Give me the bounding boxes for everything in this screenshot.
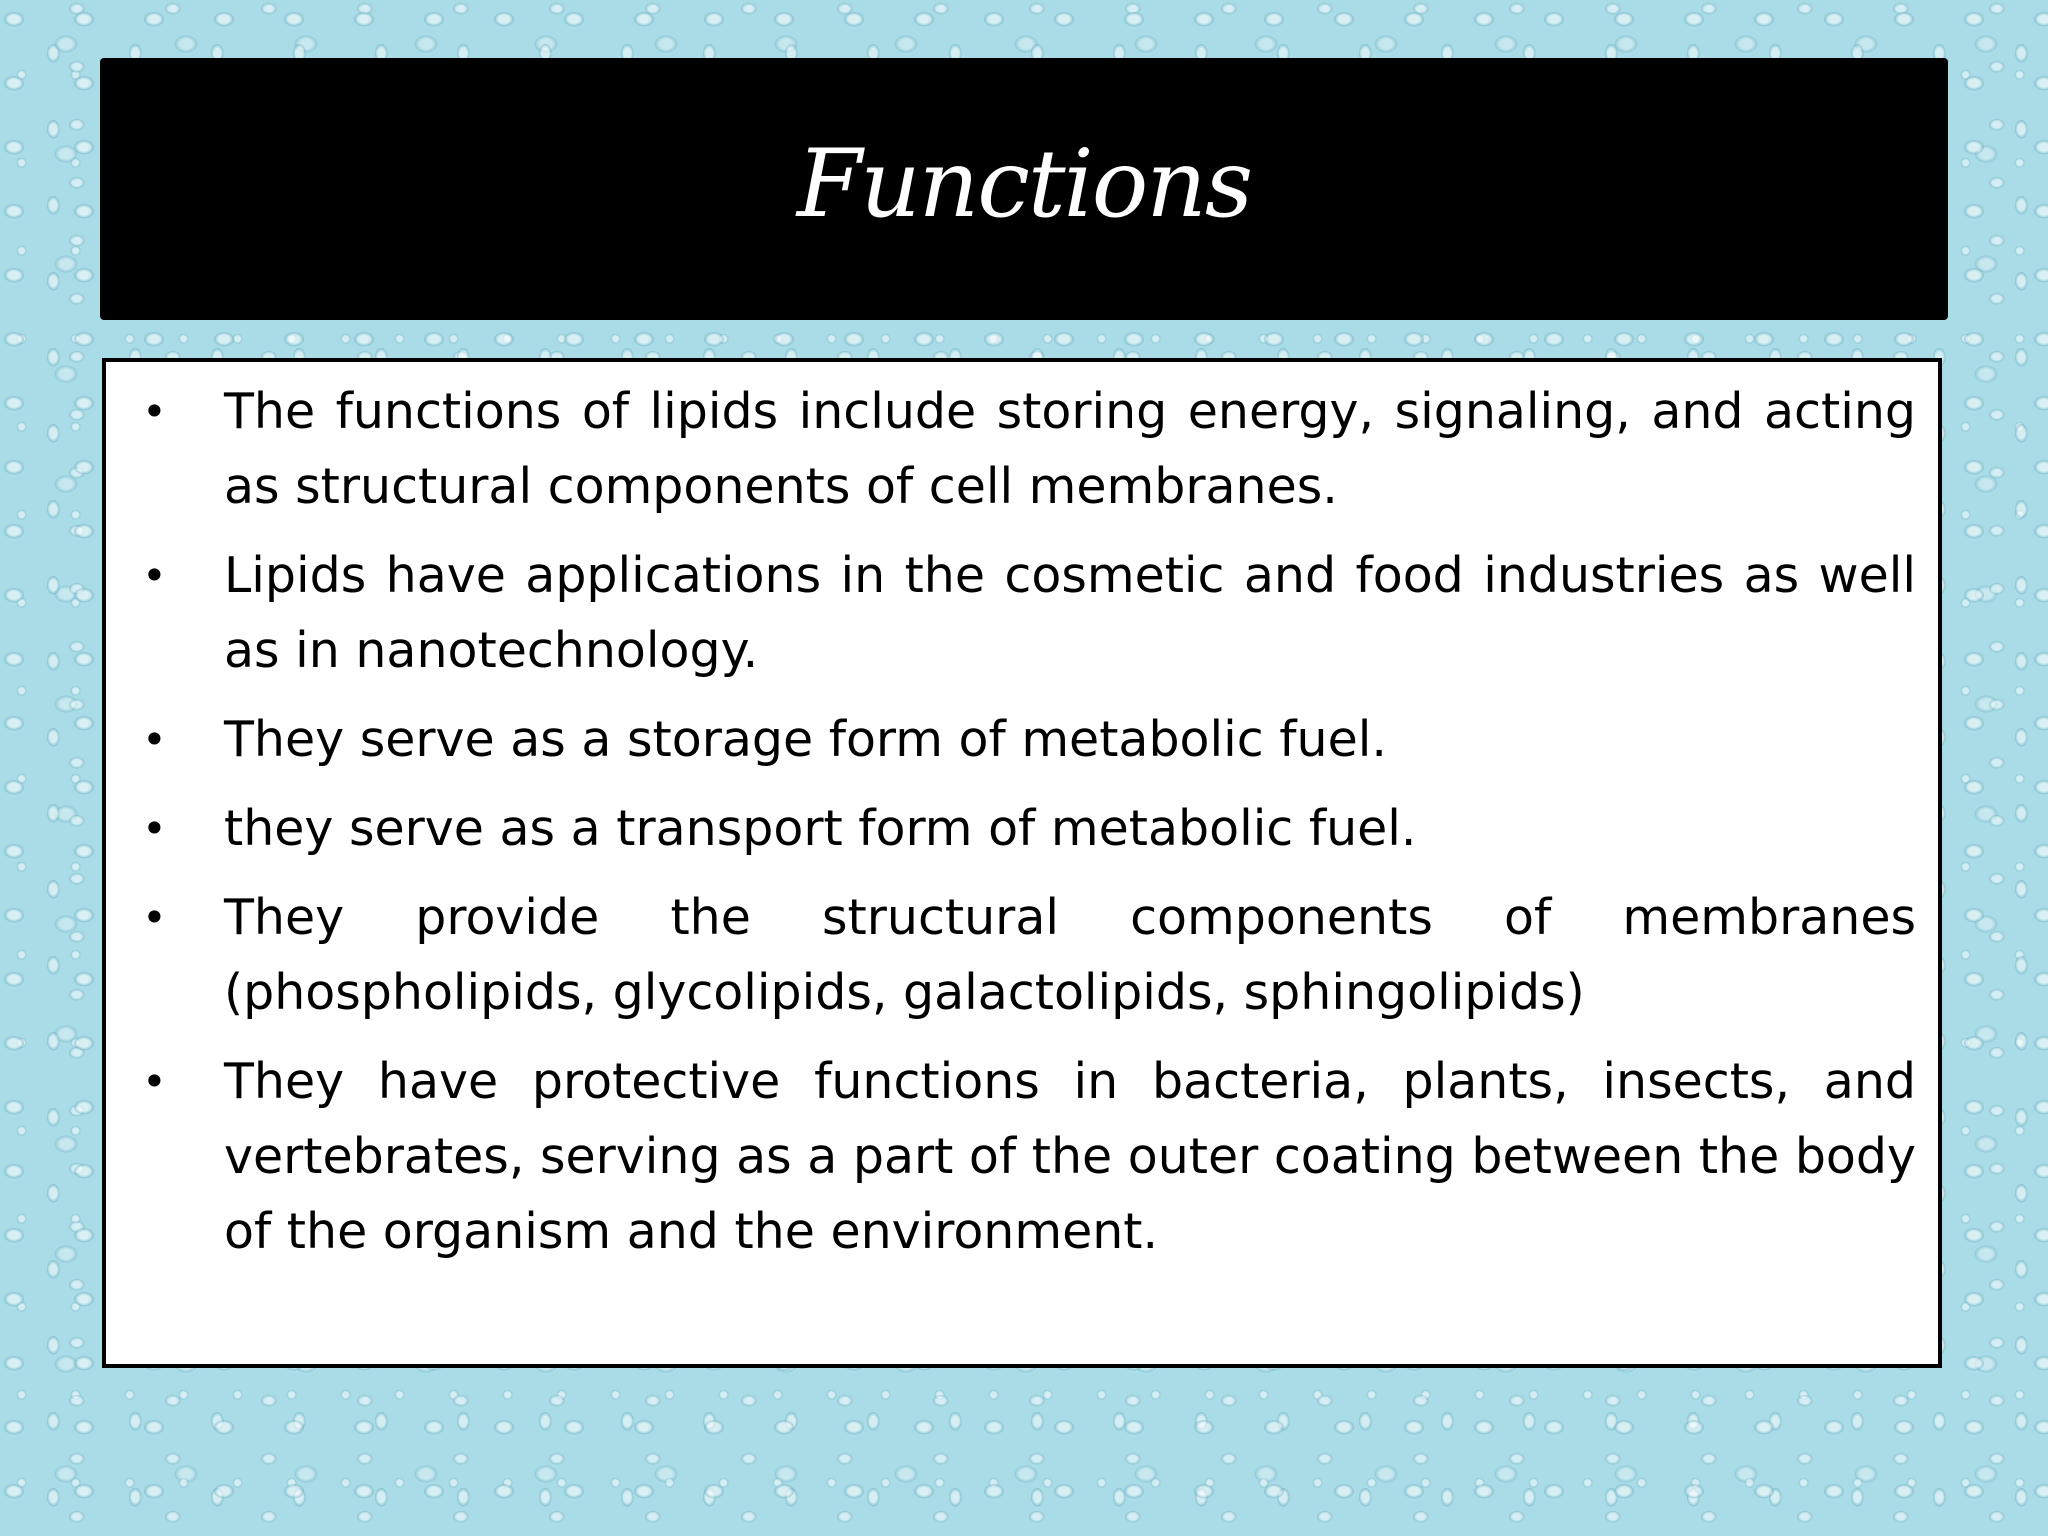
bullet-text: The functions of lipids include storing energy, signaling, and acting as structural components of cell membranes.	[224, 383, 1916, 515]
bullet-text: Lipids have applications in the cosmetic and food industries as well as in nanotechnology.	[224, 547, 1916, 679]
bullet-item	[128, 880, 1916, 1030]
bullet-icon: •	[142, 387, 167, 436]
bullet-text: They have protective functions in bacteria, plants, insects, and vertebrates, serving as a part of the outer coating between the body of the organism and the environment.	[224, 1053, 1916, 1260]
bullet-text: They provide the structural components of membranes (phospholipids, glycolipids, galactolipids, sphingolipids)	[224, 889, 1916, 1021]
bullet-icon: •	[142, 893, 167, 942]
bullet-item	[128, 702, 1916, 777]
slide-title: Functions	[796, 129, 1252, 239]
bullet-item	[128, 538, 1916, 688]
bullet-icon: •	[142, 1057, 167, 1106]
bullet-item	[128, 791, 1916, 866]
content-box	[102, 358, 1942, 1368]
bullet-text: They serve as a storage form of metabolic fuel.	[224, 711, 1387, 768]
bullet-icon: •	[142, 804, 167, 853]
bullet-list	[128, 374, 1916, 1269]
bullet-icon: •	[142, 551, 167, 600]
bullet-item	[128, 374, 1916, 524]
bullet-icon: •	[142, 715, 167, 764]
title-bar	[100, 58, 1948, 320]
bullet-text: they serve as a transport form of metabolic fuel.	[224, 800, 1417, 857]
bullet-item	[128, 1044, 1916, 1269]
